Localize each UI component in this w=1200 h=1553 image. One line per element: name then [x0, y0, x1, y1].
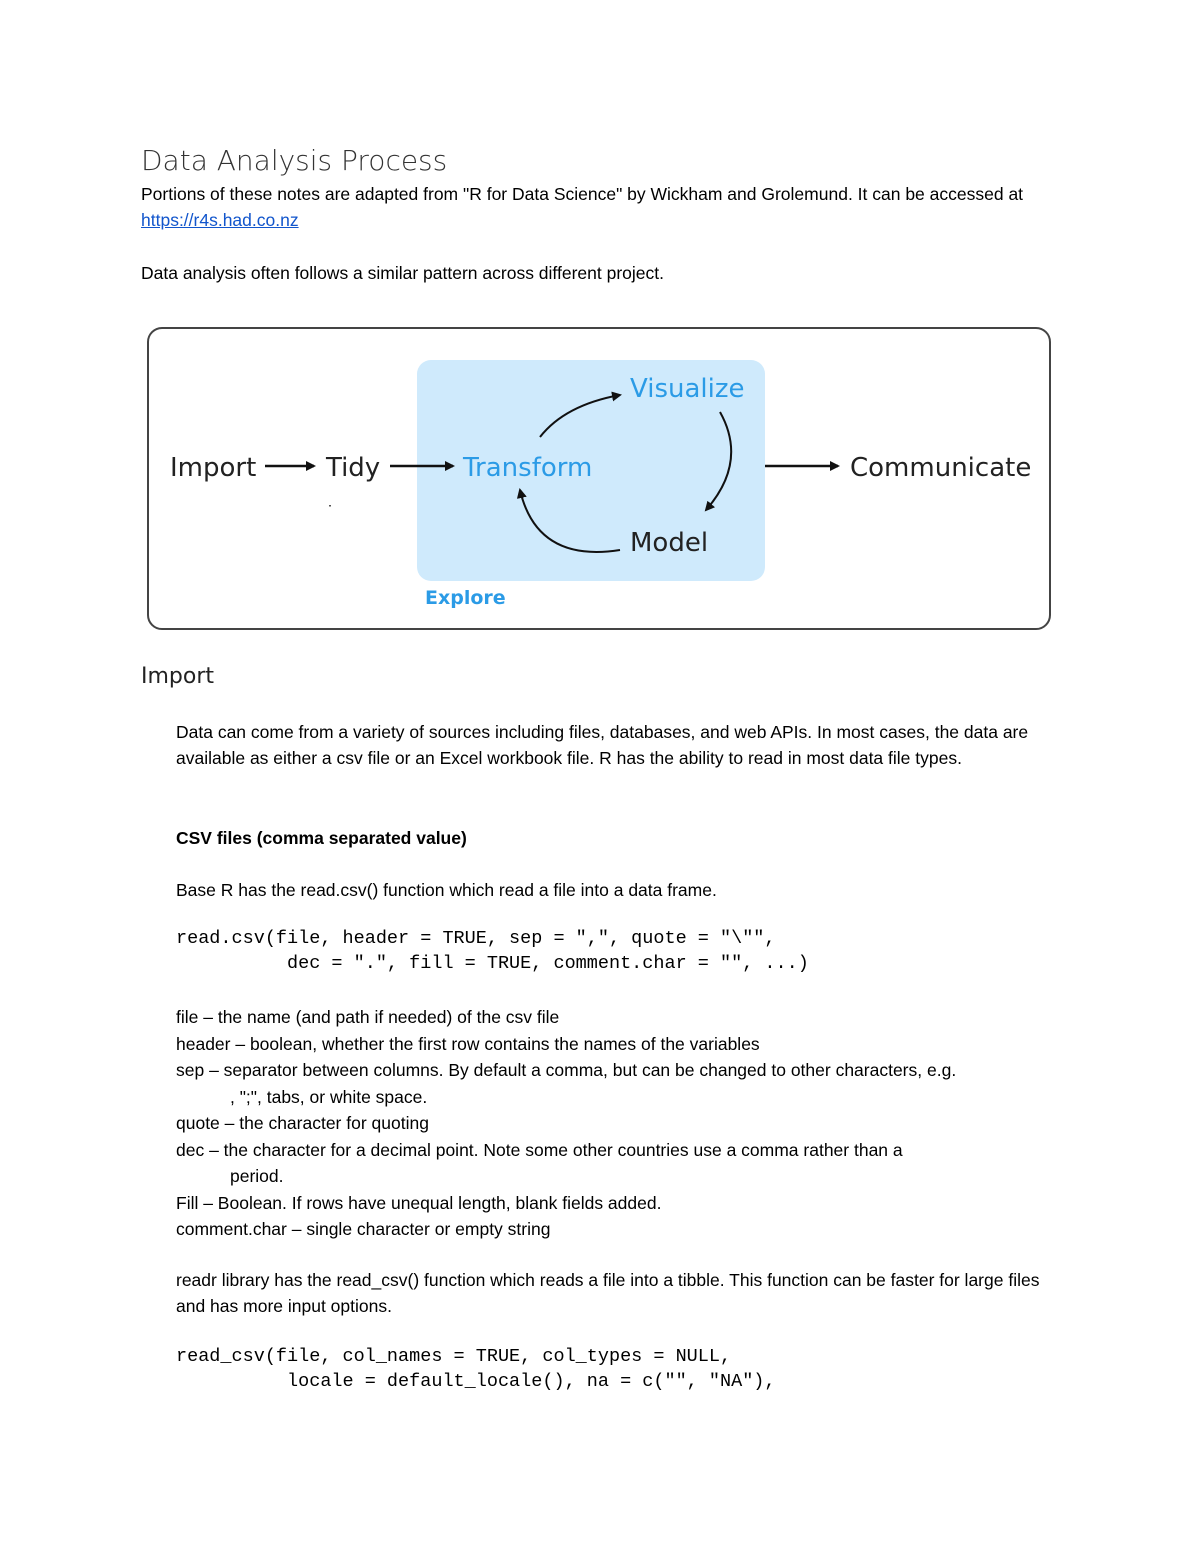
import-paragraph: Data can come from a variety of sources including files, databases, and web APIs. In most cases, the data are available as either a csv file or an Excel workbook file. R has the ability to read in most data file types. — [176, 722, 1029, 768]
def-sep: sep – separator between columns. By default a comma, but can be changed to other characters, e.g. — [176, 1060, 957, 1080]
communicate-label: Communicate — [850, 453, 1032, 483]
data-analysis-diagram — [0, 0, 1200, 660]
base-r-paragraph: Base R has the read.csv() function which read a file into a data frame. — [176, 880, 717, 900]
read-csv-code — [176, 926, 1066, 976]
code-line: locale = default_locale(), na = c("", "NA"), — [176, 1371, 776, 1392]
def-fill: Fill – Boolean. If rows have unequal length, blank fields added. — [176, 1192, 662, 1213]
def-dec: dec – the character for a decimal point. Note some other countries use a comma rather than a — [176, 1139, 903, 1160]
transform-label: Transform — [463, 453, 593, 483]
def-quote: quote – the character for quoting — [176, 1113, 429, 1133]
code-line: read.csv(file, header = TRUE, sep = ",", quote = "\"", — [176, 928, 776, 949]
import-heading: Import — [141, 664, 215, 689]
def-dec-cont: period. — [230, 1166, 284, 1186]
def-comment-char: comment.char – single character or empty string — [176, 1219, 551, 1239]
read-csv-readr-code — [176, 1344, 1066, 1394]
readr-paragraph: readr library has the read_csv() function which reads a file into a tibble. This function can be faster for large files and has more input options. — [176, 1270, 1040, 1316]
page-title: Data Analysis Process — [141, 144, 448, 177]
def-header: header – boolean, whether the first row contains the names of the variables — [176, 1033, 760, 1054]
argument-definitions — [176, 1004, 1066, 1243]
code-line: dec = ".", fill = TRUE, comment.char = "", ...) — [176, 953, 809, 974]
intro-text: Portions of these notes are adapted from "R for Data Science" by Wickham and Grolemund. It can be accessed at — [141, 184, 1024, 204]
pattern-paragraph: Data analysis often follows a similar pattern across different project. — [141, 263, 664, 283]
tidy-label: Tidy — [326, 453, 381, 483]
r4ds-link[interactable]: https://r4s.had.co.nz — [141, 210, 299, 230]
import-label: Import — [170, 453, 257, 483]
code-line: read_csv(file, col_names = TRUE, col_types = NULL, — [176, 1346, 732, 1367]
explore-label: Explore — [425, 587, 506, 609]
def-sep-cont: , ";", tabs, or white space. — [230, 1086, 428, 1107]
model-label: Model — [630, 528, 709, 558]
def-file: file – the name (and path if needed) of the csv file — [176, 1007, 560, 1027]
csv-heading: CSV files (comma separated value) — [176, 828, 467, 848]
stray-mark — [329, 505, 331, 507]
visualize-label: Visualize — [630, 374, 745, 404]
